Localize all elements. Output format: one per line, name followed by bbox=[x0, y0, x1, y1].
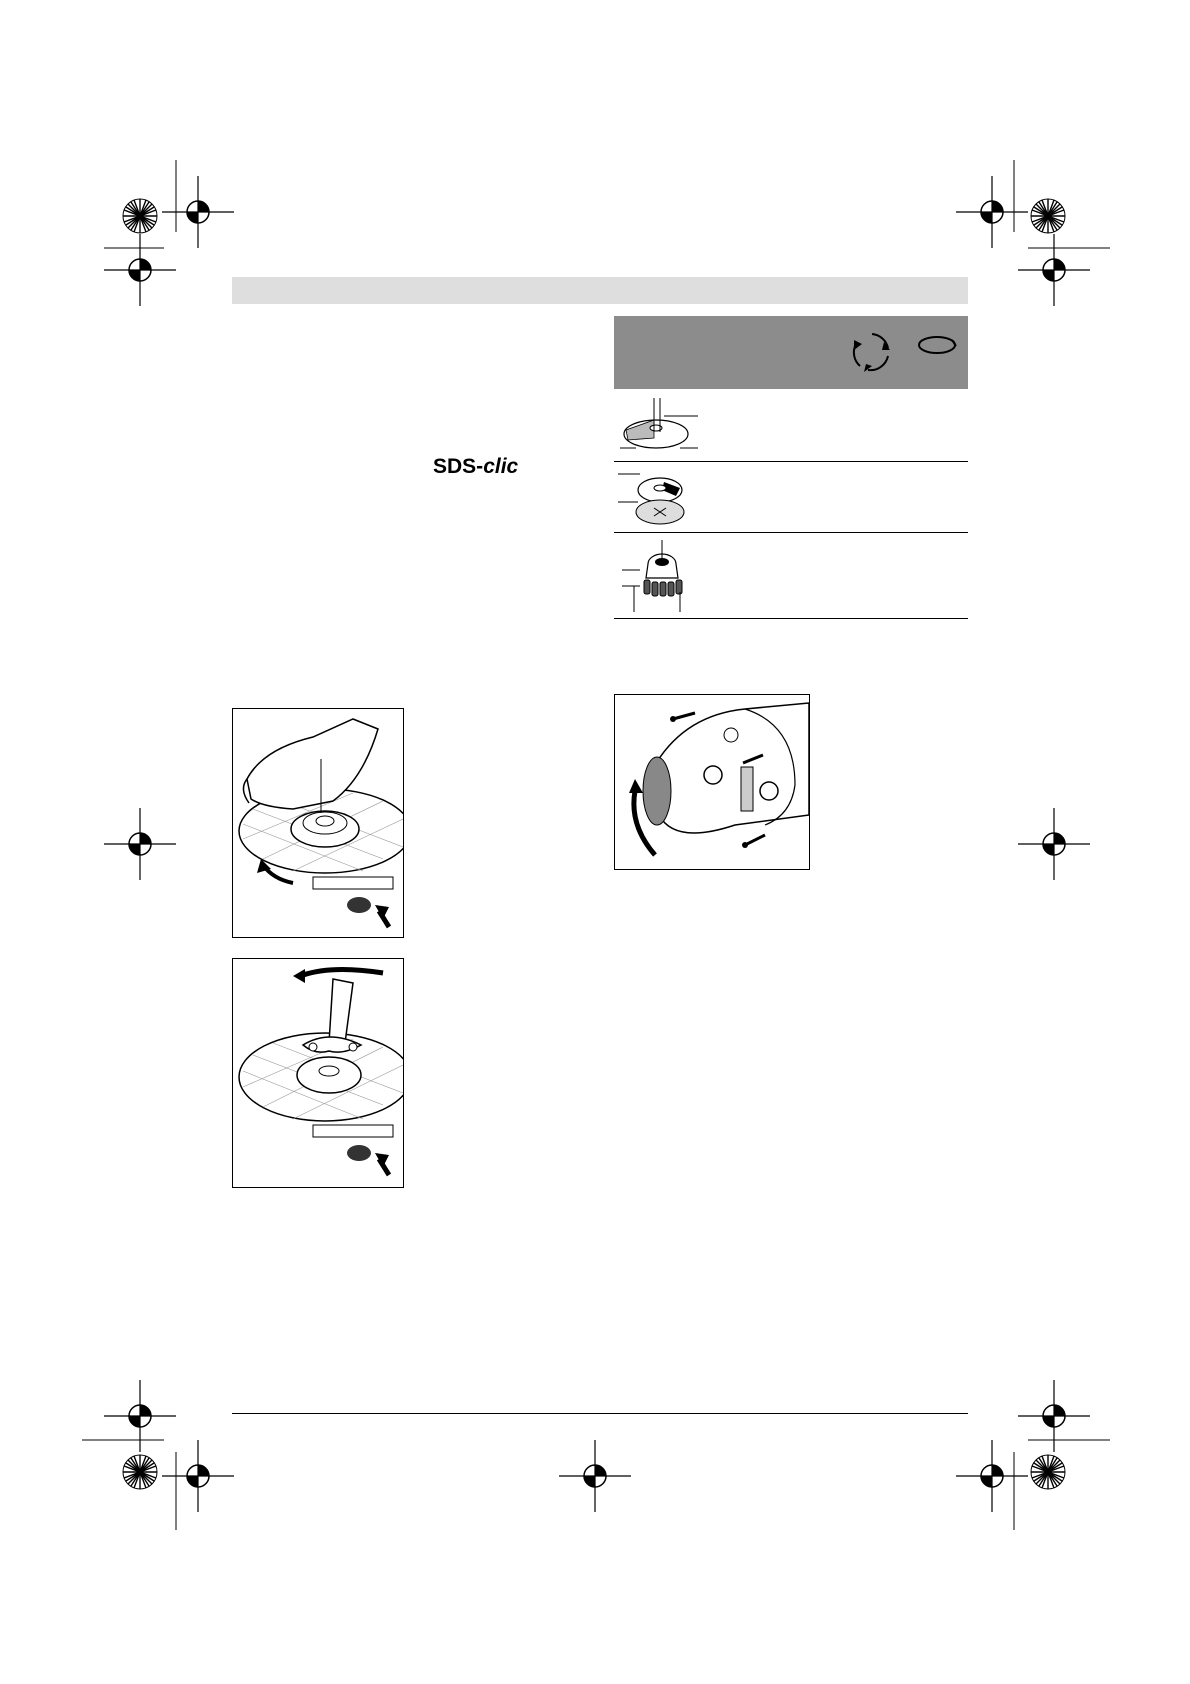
grinding-disc-icon bbox=[620, 398, 700, 454]
figure-gear-head-rotation bbox=[614, 694, 810, 870]
disc-hand-illustration bbox=[233, 709, 403, 937]
figure-disc-tightening-by-hand bbox=[232, 708, 404, 938]
recycle-icon bbox=[848, 328, 896, 376]
flap-disc-icon bbox=[618, 468, 698, 532]
figure-disc-tightening-with-spanner bbox=[232, 958, 404, 1188]
sds-prefix: SDS- bbox=[433, 455, 484, 478]
accessory-table-header bbox=[614, 316, 968, 389]
cup-brush-icon bbox=[620, 540, 700, 616]
ring-icon bbox=[916, 332, 958, 358]
clic-suffix: clic bbox=[483, 455, 519, 478]
sds-clic-logo bbox=[433, 455, 518, 479]
page-footer-rule bbox=[232, 1413, 968, 1414]
table-row-divider bbox=[614, 532, 968, 533]
gear-head-illustration bbox=[615, 695, 809, 869]
table-row-divider bbox=[614, 618, 968, 619]
page-header-bar bbox=[232, 277, 968, 304]
table-row-divider bbox=[614, 461, 968, 462]
disc-spanner-illustration bbox=[233, 959, 403, 1187]
